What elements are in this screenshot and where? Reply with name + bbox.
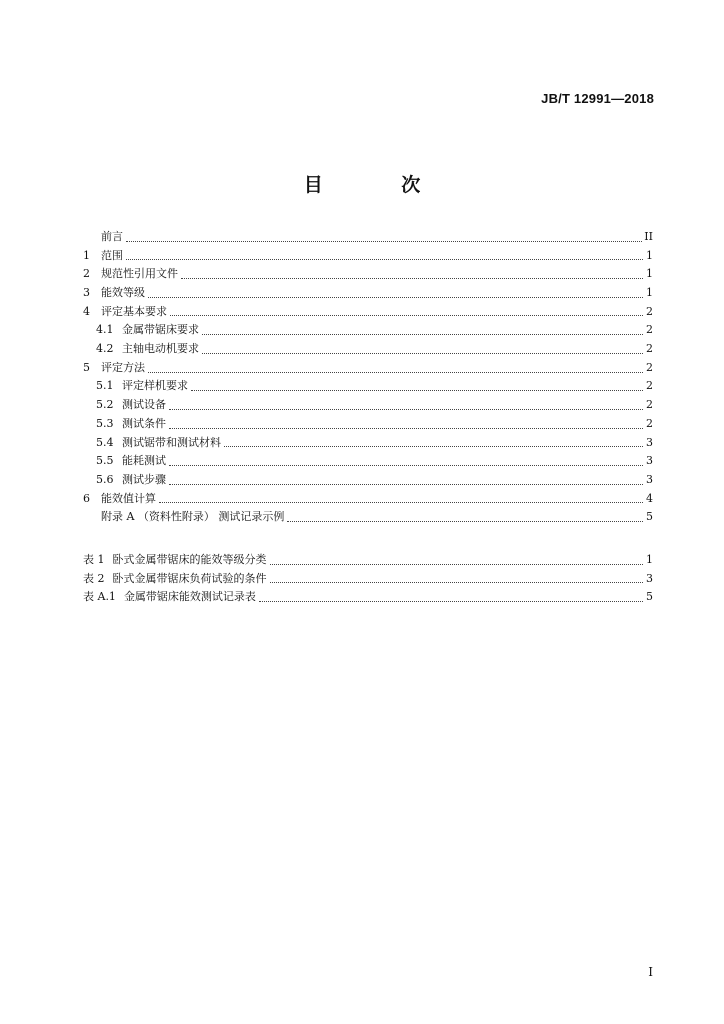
toc-entry-label: 前言 [101,229,123,243]
toc-entry-number: 4.2 [96,342,114,356]
toc-entry-label: 范围 [101,248,123,262]
dot-leader [191,389,643,391]
toc-entry-label: 测试设备 [122,398,166,412]
toc-entry-number: 5.1 [96,379,114,393]
toc-entry[interactable] [83,471,653,490]
toc-entry[interactable] [83,247,653,266]
dot-leader [202,352,643,354]
toc-entry-number: 表 1 [83,552,105,566]
dot-leader [287,520,643,522]
toc-entry-page: 2 [646,342,653,356]
toc-entry-page: 1 [646,248,653,262]
table-of-contents [83,228,653,527]
toc-entry-label: 能效值计算 [101,491,156,505]
toc-entry[interactable] [83,508,653,527]
toc-entry-number: 5.3 [96,416,114,430]
toc-entry-number: 5.4 [96,435,114,449]
toc-entry-page: 2 [646,323,653,337]
list-of-tables [83,551,653,607]
toc-entry-label: 评定样机要求 [122,379,188,393]
dot-leader [126,240,642,242]
toc-entry-page: 1 [646,267,653,281]
dot-leader [170,314,643,316]
dot-leader [159,501,643,503]
dot-leader [169,427,643,429]
dot-leader [259,600,643,602]
toc-entry-label: 测试锯带和测试材料 [122,435,221,449]
toc-entry-page: 3 [646,454,653,468]
dot-leader [202,333,643,335]
toc-entry[interactable] [83,551,653,570]
toc-entry-page: 1 [646,552,653,566]
toc-entry[interactable] [83,588,653,607]
toc-entry-label: 能耗测试 [122,454,166,468]
toc-entry[interactable] [83,321,653,340]
dot-leader [169,483,643,485]
toc-entry-label: 主轴电动机要求 [122,342,199,356]
toc-entry-label: 规范性引用文件 [101,267,178,281]
toc-entry-label: 卧式金属带锯床的能效等级分类 [112,552,267,566]
toc-entry-number: 4 [83,304,90,318]
toc-entry-page: 3 [646,571,653,585]
toc-entry[interactable] [83,570,653,589]
toc-entry-page: 4 [646,491,653,505]
toc-entry-number: 5.6 [96,472,114,486]
page-title: 目 次 [303,174,457,196]
toc-entry[interactable] [83,228,653,247]
toc-entry[interactable] [83,452,653,471]
toc-entry[interactable] [83,396,653,415]
toc-entry-number: 5.2 [96,398,114,412]
toc-entry[interactable] [83,359,653,378]
dot-leader [126,258,643,260]
toc-entry-page: 2 [646,398,653,412]
toc-entry[interactable] [83,434,653,453]
toc-entry-page: 2 [646,379,653,393]
toc-entry-number: 表 2 [83,571,105,585]
toc-entry-label: 评定方法 [101,360,145,374]
toc-entry-page: 2 [646,360,653,374]
toc-entry-number: 5.5 [96,454,114,468]
toc-entry-number: 3 [83,286,90,300]
toc-entry-page: 3 [646,472,653,486]
toc-entry-page: 2 [646,304,653,318]
toc-entry-page: II [644,229,653,243]
dot-leader [148,371,643,373]
toc-entry[interactable] [83,265,653,284]
toc-entry[interactable] [83,490,653,509]
toc-entry-label: 能效等级 [101,286,145,300]
standard-code: JB/T 12991—2018 [541,91,654,106]
toc-entry-page: 3 [646,435,653,449]
toc-entry[interactable] [83,415,653,434]
toc-entry-label: 金属带锯床要求 [122,323,199,337]
toc-entry-number: 6 [83,491,90,505]
toc-entry[interactable] [83,340,653,359]
dot-leader [148,296,643,298]
dot-leader [270,581,644,583]
toc-entry-page: 2 [646,416,653,430]
toc-entry-page: 5 [646,510,653,524]
toc-entry[interactable] [83,303,653,322]
toc-entry[interactable] [83,284,653,303]
dot-leader [181,277,643,279]
toc-entry-page: 1 [646,286,653,300]
toc-entry-label: 附录 A （资料性附录） 测试记录示例 [101,510,285,524]
toc-entry-number: 表 A.1 [83,590,116,604]
dot-leader [169,464,643,466]
toc-entry-label: 测试条件 [122,416,166,430]
toc-entry[interactable] [83,378,653,397]
toc-entry-label: 金属带锯床能效测试记录表 [123,590,256,604]
toc-entry-label: 评定基本要求 [101,304,167,318]
dot-leader [270,563,644,565]
dot-leader [169,408,643,410]
toc-entry-number: 4.1 [96,323,114,337]
toc-entry-page: 5 [646,590,653,604]
toc-entry-number: 1 [83,248,90,262]
page-number: I [648,965,653,979]
toc-entry-number: 2 [83,267,90,281]
toc-entry-number: 5 [83,360,90,374]
toc-entry-label: 卧式金属带锯床负荷试验的条件 [112,571,267,585]
dot-leader [224,445,643,447]
toc-entry-label: 测试步骤 [122,472,166,486]
